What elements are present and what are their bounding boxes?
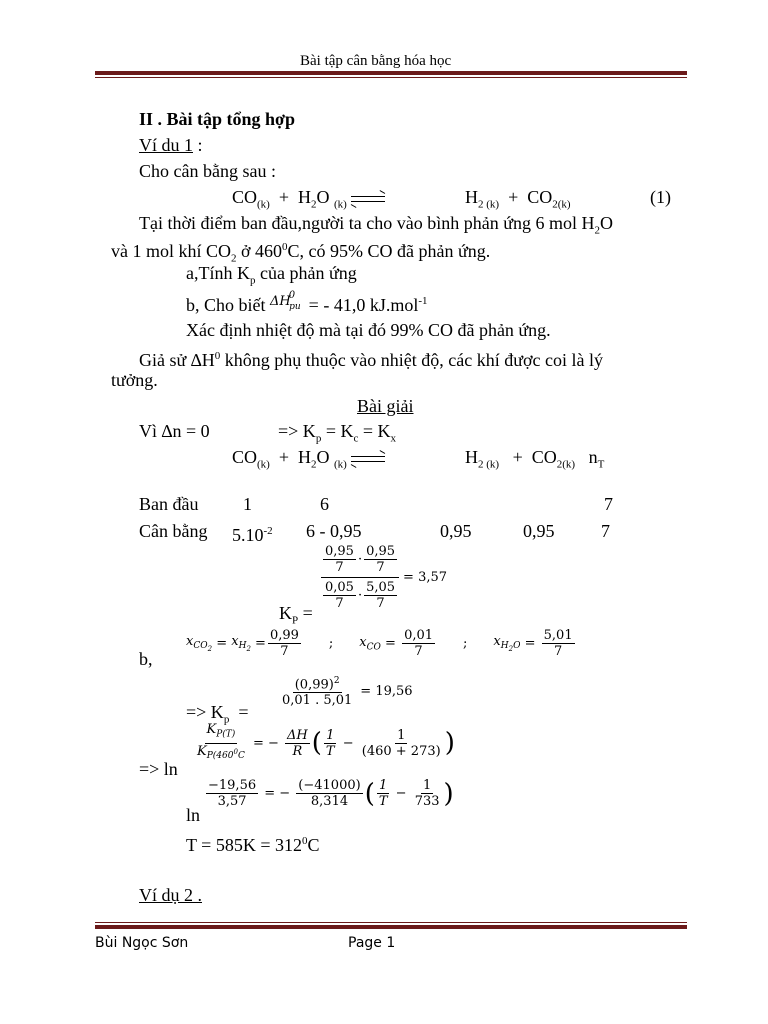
header-rule [95, 71, 687, 78]
assumption-line-2: tưởng. [111, 370, 158, 390]
solution-title: Bài giải [357, 396, 414, 416]
reaction-equation-2: $CO_{(k)} + H_2O$ $_{(k)}$ [232, 446, 385, 476]
ln-equation-2: $\frac{-19,56}{3,57}$ = − $\frac{(-41000)}{8,314}$ ( $\frac{1}{T}$ − $\frac{1}{733}$ ) [208, 778, 454, 809]
kp-relation: => $K_p = K_c = K_x$ [278, 421, 397, 445]
kp2-fraction: $\frac{(0,99)^2}{0,01 . 5,01}$ = 19,56 [282, 676, 413, 709]
row-initial-label: Ban đầu [139, 494, 199, 514]
row-equilibrium-co2: 0,95 [523, 521, 555, 541]
kp-result: = 3,57 [403, 570, 448, 585]
footer-author: Bùi Ngọc Sơn [95, 935, 189, 951]
equilibrium-arrow-icon-2 [351, 454, 385, 464]
kp2-label: => $K_p$ = [186, 702, 249, 726]
paragraph-line-1: Tại thời điểm ban đầu,người ta cho vào bình phản ứng 6 mol $H_2O$ [139, 213, 613, 237]
given-text: Cho cân bằng sau : [139, 161, 276, 181]
footer-rule [95, 922, 687, 929]
mole-fractions: $x_{CO_2}$ = $x_{H_2}$ = $\frac{0,99}{7}$ ; $x_{CO}$ = $\frac{0,01}{7}$ ; $x_{H_2O}$ = $\frac{5,01}{7}$ [186, 628, 573, 659]
equation-number: (1) [650, 187, 671, 207]
example-1-label: Ví du 1 : [139, 135, 203, 155]
ln-line-1-label: => ln [139, 759, 178, 779]
row-equilibrium-nt: 7 [601, 521, 610, 541]
reaction-equation-1-products: $H_{2 (k)} + CO_{2(k)}$ [465, 187, 571, 211]
ln-line-2-label: ln [186, 805, 201, 825]
example-2-label: Ví dụ 2 . [139, 885, 202, 905]
reaction-equation-2-products: $H_{2 (k)} + CO_{2(k)}$ $n_T$ [465, 447, 605, 471]
question-b: b, Cho biết $^{\Delta H^0_{pu}}$ = - 41,0 kJ.mol$^{-1}$ [186, 289, 428, 315]
page-header-title: Bài tập cân bằng hóa học [300, 53, 452, 69]
delta-n-line: Vì ∆n = 0 [139, 421, 210, 441]
row-equilibrium-label: Cân bằng [139, 521, 208, 541]
section-heading: II . Bài tập tổng hợp [139, 109, 296, 129]
row-equilibrium-h2: 0,95 [440, 521, 472, 541]
row-equilibrium-h2o: 6 - 0,95 [306, 521, 362, 541]
kp-label: $K_P$ = [279, 603, 313, 627]
assumption-line-1: Giả sử $\Delta H^0$ không phụ thuộc vào nhiệt độ, các khí được coi là lý [139, 350, 603, 370]
question-b-2: Xác định nhiệt độ mà tại đó 99% CO đã phản ứng. [186, 320, 551, 340]
question-a: a,Tính $K_p$ của phản ứng [186, 263, 357, 287]
ln-equation-1: $\frac{K_{P(T)}}{K_{P(460^0C}}$ = − $\frac{\Delta H}{R}$ ( $\frac{1}{T}$ − $\frac{1}{(460 + 273)}$ ) [197, 722, 455, 762]
reaction-equation-1: $CO_{(k)} + H_2O$ $_{(k)}$ [232, 186, 385, 216]
part-b-label: b, [139, 649, 153, 669]
row-initial-h2o: 6 [320, 494, 329, 514]
row-equilibrium-co: $5.10^{-2}$ [232, 525, 273, 545]
row-initial-co: 1 [243, 494, 252, 514]
paragraph-line-2: và 1 mol khí $CO_2$ ở $460^0C$, có 95% CO đã phản ứng. [111, 241, 491, 265]
temperature-result: $T = 585K = 312^0C$ [186, 835, 320, 855]
row-initial-nt: 7 [604, 494, 613, 514]
footer-page-number: Page 1 [348, 935, 396, 951]
kp-fraction: $\frac{0,95}{7}$ · $\frac{0,95}{7}$ $\frac{0,05}{7}$ · $\frac{5,05}{7}$ = 3,57 [321, 544, 447, 611]
equilibrium-arrow-icon [351, 194, 385, 204]
